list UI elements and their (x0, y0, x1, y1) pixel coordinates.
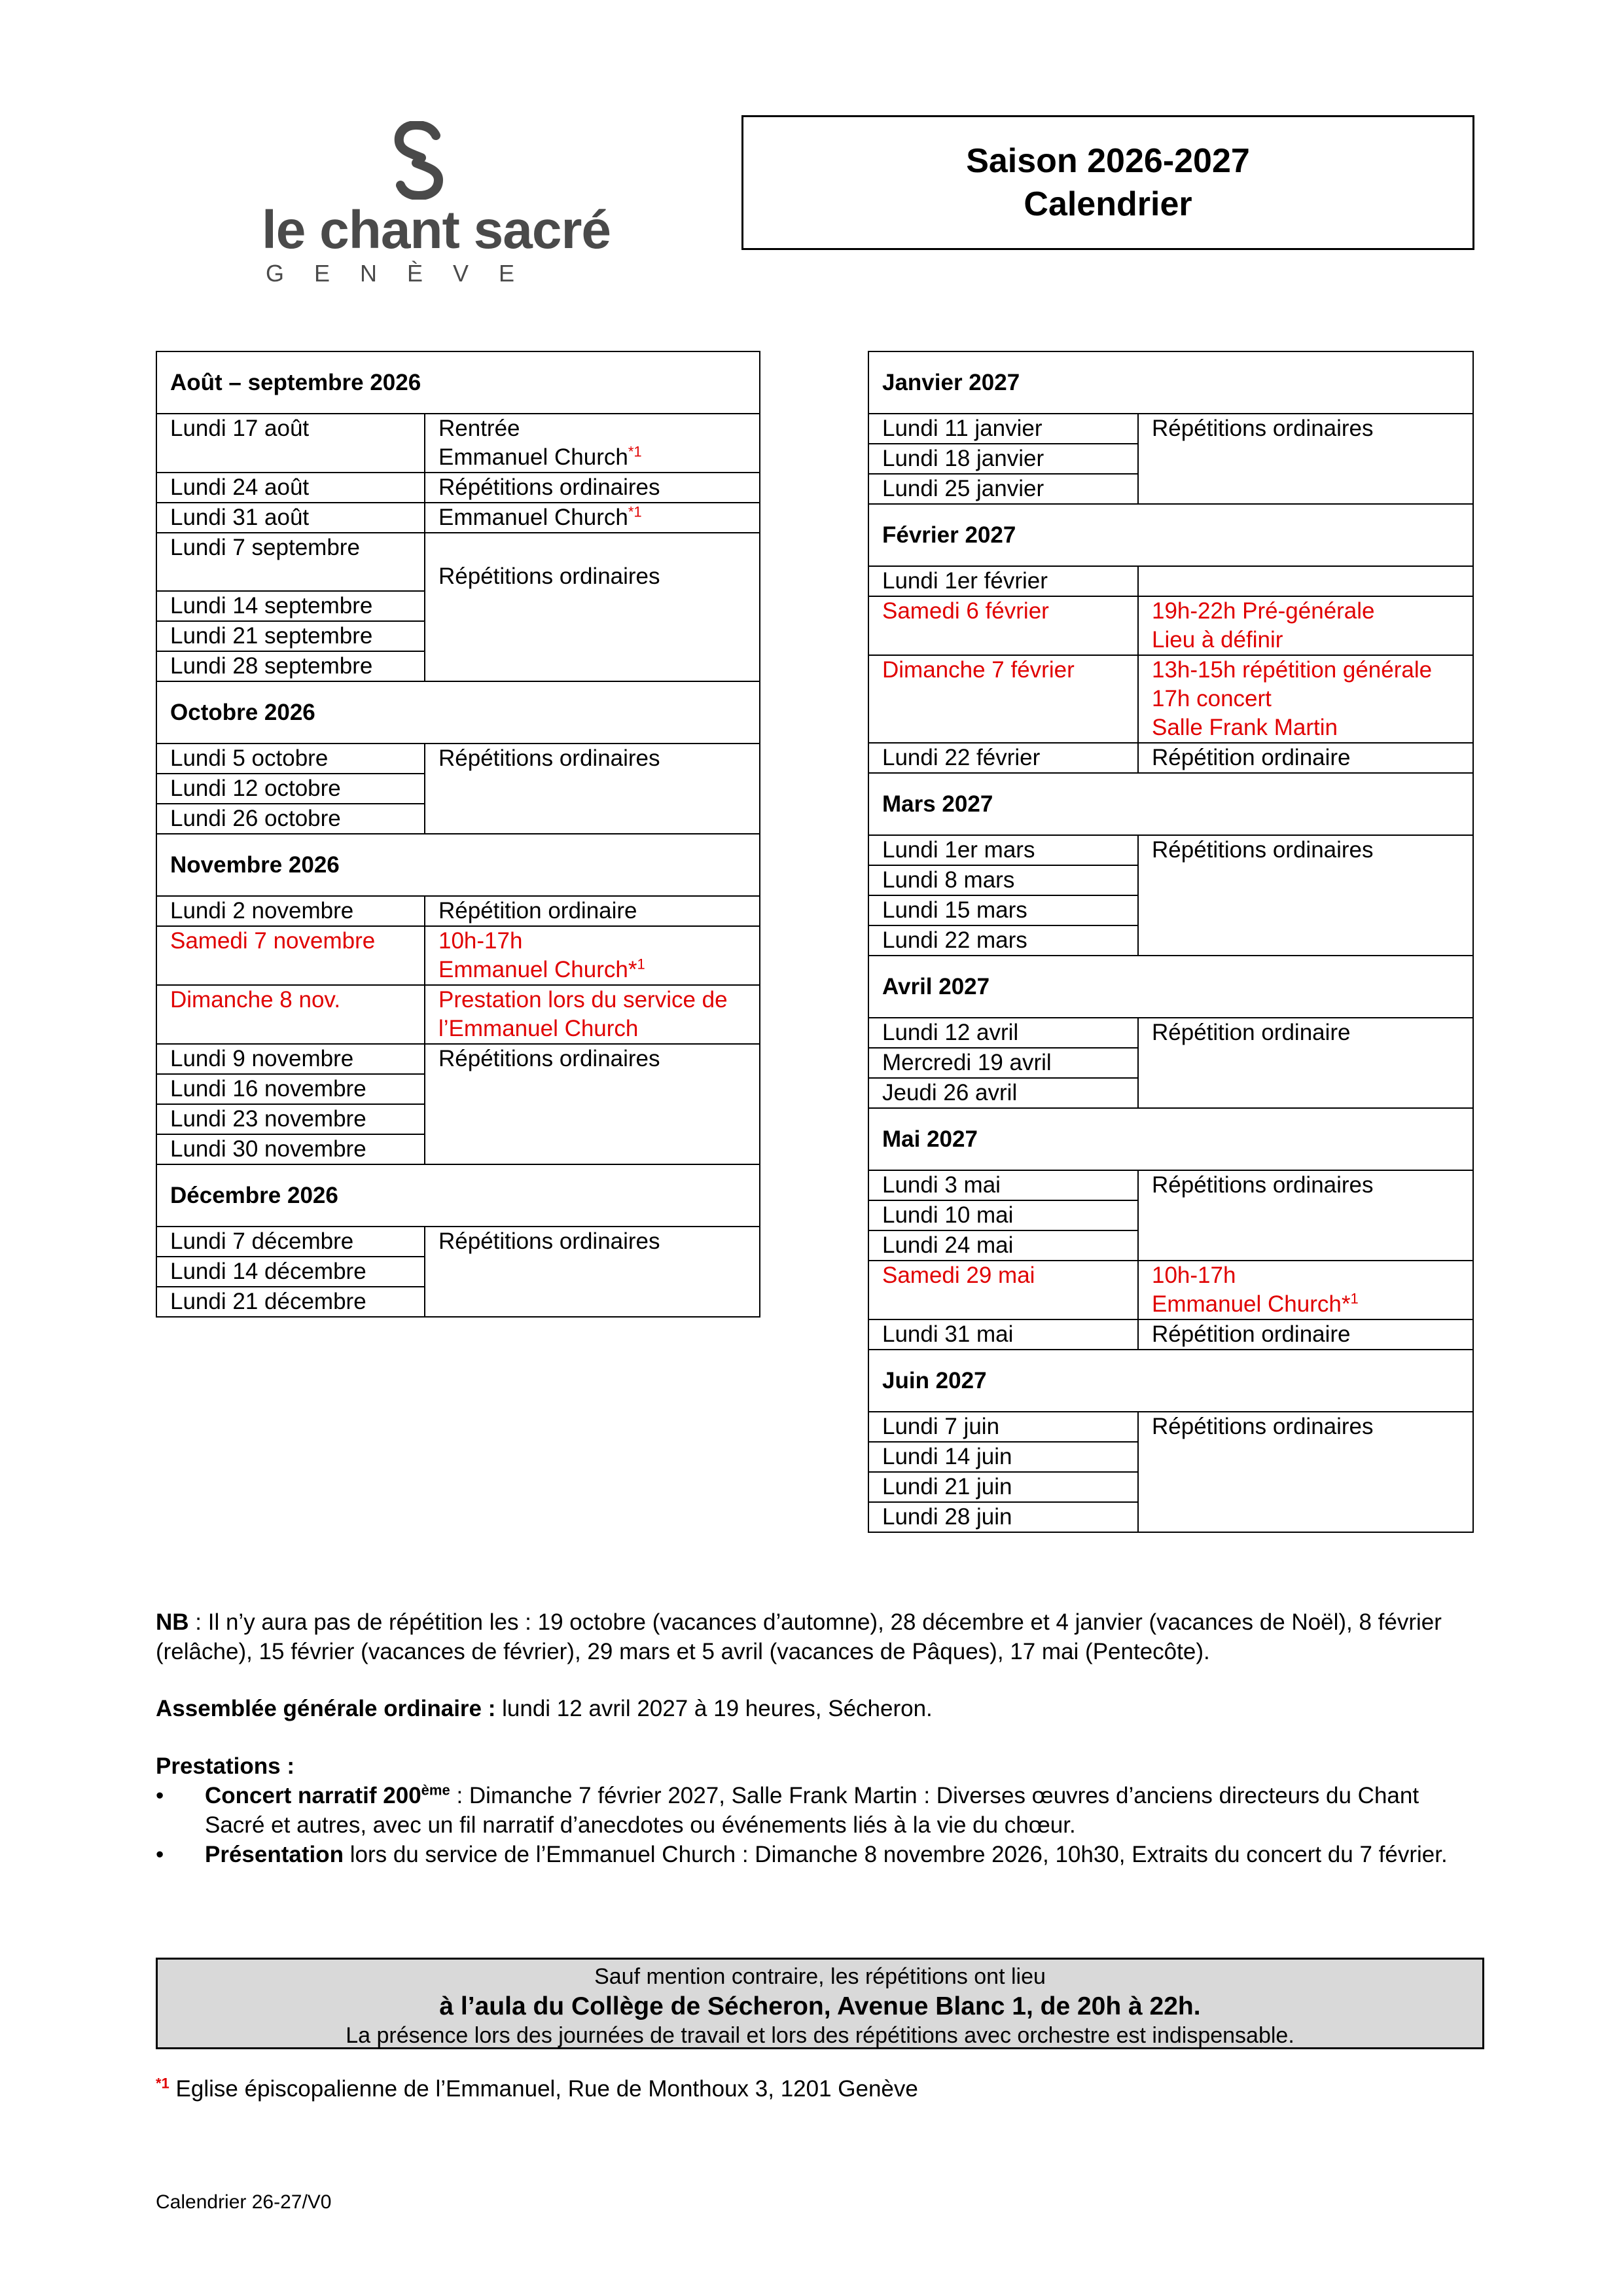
table-row (868, 1018, 1473, 1048)
event-description (1138, 925, 1473, 956)
event-date: Lundi 21 juin (868, 1472, 1138, 1502)
event-date: Lundi 31 mai (868, 1319, 1138, 1350)
section-row (156, 681, 760, 744)
table-row (868, 1230, 1473, 1261)
event-date: Lundi 23 novembre (156, 1104, 425, 1134)
venue-line2: à l’aula du Collège de Sécheron, Avenue Blanc 1, de 20h à 22h. (439, 1992, 1201, 2020)
calendar-table-left (156, 351, 760, 1318)
event-date: Lundi 28 septembre (156, 651, 425, 681)
calendar-table-right (868, 351, 1474, 1533)
table-row (868, 414, 1473, 444)
section-heading: Mars 2027 (868, 773, 1473, 835)
section-row (868, 351, 1473, 414)
presentation-label: Présentation (205, 1842, 344, 1867)
section-row (868, 504, 1473, 566)
event-description (1138, 474, 1473, 504)
section-row (868, 773, 1473, 835)
event-date: Lundi 22 février (868, 743, 1138, 773)
event-description (425, 591, 760, 621)
table-row (156, 1044, 760, 1074)
event-date: Lundi 30 novembre (156, 1134, 425, 1164)
event-description: Emmanuel Church$^{*1}$ (425, 503, 760, 533)
event-description (425, 621, 760, 651)
table-row (156, 414, 760, 473)
table-row (156, 473, 760, 503)
event-date: Lundi 15 mars (868, 895, 1138, 925)
event-description: Répétitions ordinaires (425, 1227, 760, 1257)
table-row (868, 1442, 1473, 1472)
event-description: Prestation lors du service de l’Emmanuel Church (425, 985, 760, 1044)
section-heading: Février 2027 (868, 504, 1473, 566)
list-item (156, 1840, 1484, 1869)
event-date: Lundi 26 octobre (156, 804, 425, 834)
logo-name: le chant sacré (262, 200, 611, 260)
event-date: Lundi 8 mars (868, 865, 1138, 895)
list-item (156, 1781, 1484, 1840)
logo-city: GENÈVE (266, 260, 545, 287)
event-date: Lundi 28 juin (868, 1502, 1138, 1532)
event-description (1138, 865, 1473, 895)
event-description (1138, 895, 1473, 925)
event-description (1138, 1200, 1473, 1230)
table-row (156, 1104, 760, 1134)
event-date: Lundi 10 mai (868, 1200, 1138, 1230)
section-row (868, 1108, 1473, 1170)
event-date: Dimanche 7 février (868, 655, 1138, 743)
event-description: 10h-17h Emmanuel Church*$^1$ (1138, 1261, 1473, 1319)
notes (156, 1607, 1484, 1666)
table-row (156, 1134, 760, 1164)
event-description: Répétitions ordinaires (425, 1044, 760, 1074)
table-row (868, 743, 1473, 773)
event-date: Lundi 22 mars (868, 925, 1138, 956)
table-row (868, 474, 1473, 504)
table-row (156, 926, 760, 985)
concert-label: Concert narratif 200 (205, 1783, 421, 1808)
event-description: Répétition ordinaire (1138, 1319, 1473, 1350)
event-date: Lundi 14 septembre (156, 591, 425, 621)
event-date: Lundi 17 août (156, 414, 425, 473)
table-row (156, 621, 760, 651)
event-description: 19h-22h Pré-générale Lieu à définir (1138, 596, 1473, 655)
event-description (1138, 1048, 1473, 1078)
section-heading: Janvier 2027 (868, 351, 1473, 414)
table-row (868, 1078, 1473, 1108)
footnote-text: Eglise épiscopalienne de l’Emmanuel, Rue de Monthoux 3, 1201 Genève (169, 2076, 918, 2102)
table-row (156, 1227, 760, 1257)
event-description: Rentrée Emmanuel Church$^{*1}$ (425, 414, 760, 473)
table-row (156, 744, 760, 774)
event-date: Lundi 2 novembre (156, 896, 425, 926)
event-date: Lundi 7 juin (868, 1412, 1138, 1442)
section-row (868, 1350, 1473, 1412)
event-date: Samedi 7 novembre (156, 926, 425, 985)
section-heading: Mai 2027 (868, 1108, 1473, 1170)
table-row (156, 1287, 760, 1317)
table-row (156, 591, 760, 621)
event-date: Lundi 16 novembre (156, 1074, 425, 1104)
event-description (1138, 1078, 1473, 1108)
table-row (868, 835, 1473, 865)
event-description (425, 1134, 760, 1164)
event-date: Lundi 1er février (868, 566, 1138, 596)
logo (249, 121, 611, 291)
table-row (868, 1048, 1473, 1078)
table-row (868, 596, 1473, 655)
event-description (425, 651, 760, 681)
section-heading: Août – septembre 2026 (156, 351, 760, 414)
venue-info-box (156, 1958, 1484, 2049)
table-row (868, 895, 1473, 925)
table-row (156, 533, 760, 591)
event-date: Lundi 3 mai (868, 1170, 1138, 1200)
event-date: Lundi 18 janvier (868, 444, 1138, 474)
table-row (156, 774, 760, 804)
event-description: Répétitions ordinaires (425, 533, 760, 591)
event-date: Lundi 11 janvier (868, 414, 1138, 444)
footnote (156, 2076, 918, 2102)
event-date: Lundi 7 septembre (156, 533, 425, 591)
prestations (156, 1751, 1484, 1869)
event-date: Jeudi 26 avril (868, 1078, 1138, 1108)
event-date: Lundi 5 octobre (156, 744, 425, 774)
section-row (156, 834, 760, 896)
table-row (868, 925, 1473, 956)
ag-notice (156, 1694, 1484, 1723)
event-date: Lundi 31 août (156, 503, 425, 533)
section-row (868, 956, 1473, 1018)
table-row (156, 804, 760, 834)
section-row (156, 1164, 760, 1227)
event-description: Répétitions ordinaires (425, 473, 760, 503)
concert-sup: ème (421, 1782, 450, 1799)
table-row (868, 1261, 1473, 1319)
event-description (425, 1257, 760, 1287)
event-date: Samedi 6 février (868, 596, 1138, 655)
table-row (868, 1200, 1473, 1230)
table-row (868, 655, 1473, 743)
event-description (1138, 1230, 1473, 1261)
section-heading: Avril 2027 (868, 956, 1473, 1018)
nb-label: NB (156, 1609, 189, 1635)
table-row (868, 865, 1473, 895)
event-description: Répétitions ordinaires (1138, 1170, 1473, 1200)
ag-label: Assemblée générale ordinaire : (156, 1696, 496, 1721)
event-description: Répétitions ordinaires (1138, 1412, 1473, 1442)
event-description: Répétition ordinaire (425, 896, 760, 926)
event-description: Répétition ordinaire (1138, 1018, 1473, 1048)
ag-text: lundi 12 avril 2027 à 19 heures, Sécheron. (495, 1696, 933, 1721)
table-row (156, 1257, 760, 1287)
prestations-list (156, 1781, 1484, 1869)
table-row (868, 1319, 1473, 1350)
table-row (156, 651, 760, 681)
nb-text: : Il n’y aura pas de répétition les : 19 octobre (vacances d’automne), 28 décembre et 4 janvier (vacances de Noël), 8 février (relâche), 15 février (vacances de février), 29 mars et 5 avril (vacances de Pâques), 17 mai (Pentecôte). (156, 1609, 1442, 1664)
event-description: Répétitions ordinaires (1138, 414, 1473, 444)
event-description (425, 1287, 760, 1317)
event-description (1138, 1502, 1473, 1532)
table-row (868, 1170, 1473, 1200)
section-heading: Juin 2027 (868, 1350, 1473, 1412)
logo-s-icon (386, 121, 452, 200)
event-description (1138, 1472, 1473, 1502)
event-description: Répétitions ordinaires (1138, 835, 1473, 865)
table-row (868, 1412, 1473, 1442)
event-description (1138, 566, 1473, 596)
venue-line1: Sauf mention contraire, les répétitions ont lieu (594, 1964, 1046, 1989)
event-description (425, 1074, 760, 1104)
section-row (156, 351, 760, 414)
event-date: Mercredi 19 avril (868, 1048, 1138, 1078)
table-row (868, 566, 1473, 596)
event-description: 10h-17h Emmanuel Church*$^1$ (425, 926, 760, 985)
section-heading: Décembre 2026 (156, 1164, 760, 1227)
event-date: Lundi 25 janvier (868, 474, 1138, 504)
event-description (425, 1104, 760, 1134)
event-description (425, 774, 760, 804)
table-row (156, 985, 760, 1044)
event-date: Lundi 12 octobre (156, 774, 425, 804)
prestations-label: Prestations : (156, 1753, 294, 1779)
event-date: Lundi 9 novembre (156, 1044, 425, 1074)
event-date: Lundi 12 avril (868, 1018, 1138, 1048)
event-date: Lundi 21 septembre (156, 621, 425, 651)
footnote-mark: *1 (156, 2075, 169, 2092)
calendar-title: Calendrier (1024, 185, 1192, 223)
venue-line3: La présence lors des journées de travail et lors des répétitions avec orchestre est indispensable. (346, 2023, 1294, 2048)
section-heading: Novembre 2026 (156, 834, 760, 896)
table-row (868, 444, 1473, 474)
nb-paragraph (156, 1607, 1484, 1666)
event-date: Lundi 24 août (156, 473, 425, 503)
event-date: Lundi 7 décembre (156, 1227, 425, 1257)
event-description (425, 804, 760, 834)
title-box (741, 115, 1474, 250)
event-date: Lundi 21 décembre (156, 1287, 425, 1317)
event-description (1138, 444, 1473, 474)
concert-text: : Dimanche 7 février 2027, Salle Frank Martin : Diverses œuvres d’anciens directeurs du Chant Sacré et autres, avec un fil narratif d’anecdotes ou événements liés à la vie du chœur. (205, 1783, 1419, 1838)
event-date: Lundi 14 juin (868, 1442, 1138, 1472)
event-date: Lundi 24 mai (868, 1230, 1138, 1261)
table-row (156, 503, 760, 533)
section-heading: Octobre 2026 (156, 681, 760, 744)
season-title: Saison 2026-2027 (966, 142, 1250, 180)
document-footer: Calendrier 26-27/V0 (156, 2191, 332, 2213)
event-date: Dimanche 8 nov. (156, 985, 425, 1044)
event-description (1138, 1442, 1473, 1472)
table-row (868, 1472, 1473, 1502)
event-date: Lundi 14 décembre (156, 1257, 425, 1287)
event-date: Lundi 1er mars (868, 835, 1138, 865)
event-date: Samedi 29 mai (868, 1261, 1138, 1319)
event-description: 13h-15h répétition générale 17h concert Salle Frank Martin (1138, 655, 1473, 743)
presentation-text: lors du service de l’Emmanuel Church : Dimanche 8 novembre 2026, 10h30, Extraits du concert du 7 février. (344, 1842, 1448, 1867)
event-description: Répétitions ordinaires (425, 744, 760, 774)
table-row (868, 1502, 1473, 1532)
event-description: Répétition ordinaire (1138, 743, 1473, 773)
table-row (156, 1074, 760, 1104)
table-row (156, 896, 760, 926)
